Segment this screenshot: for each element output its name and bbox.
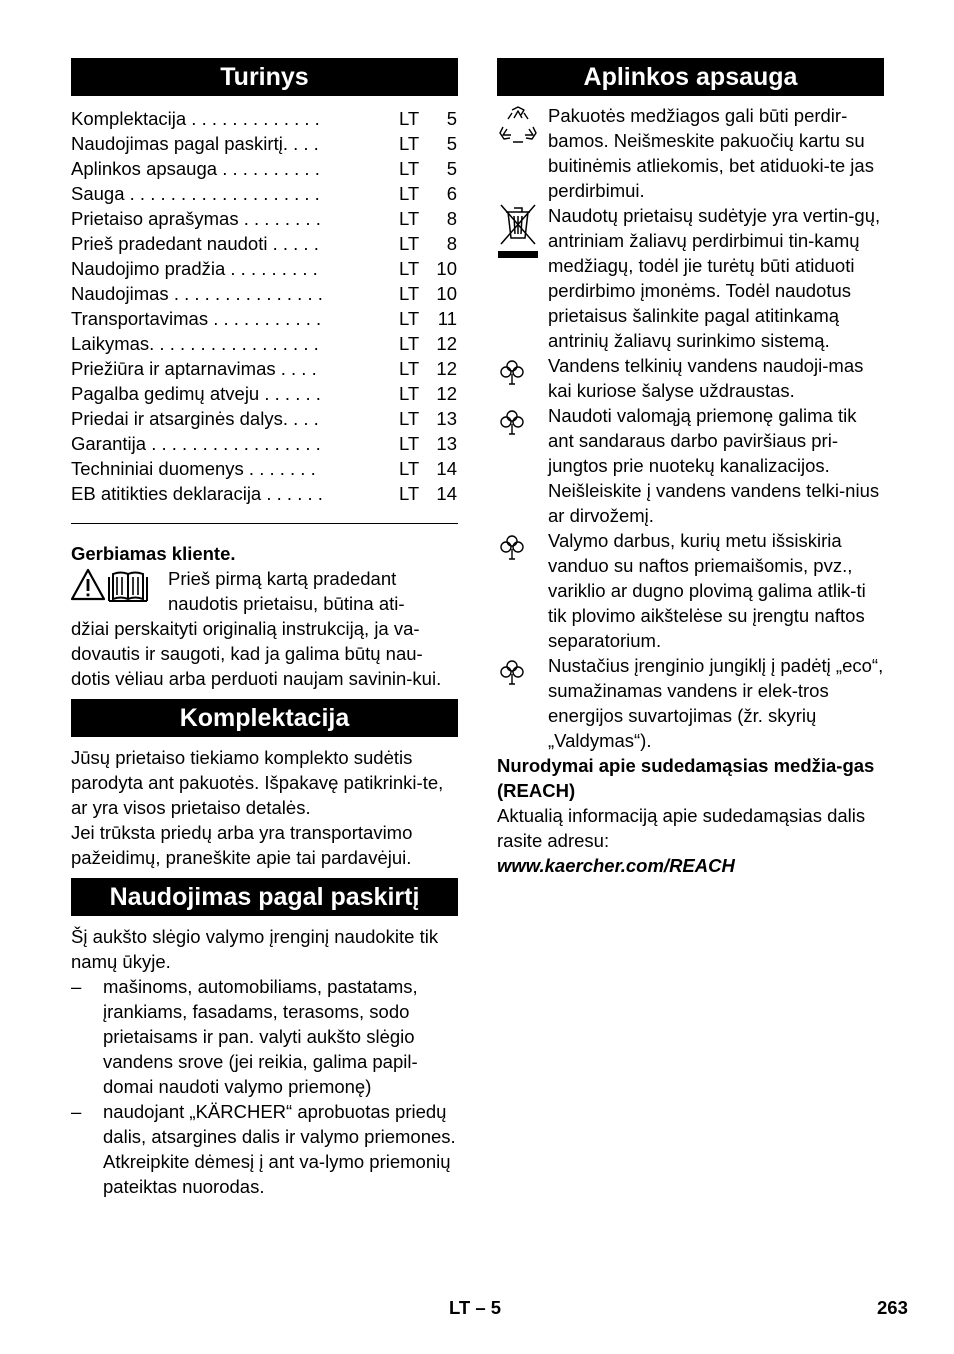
toc-entry-lang: LT [399,483,420,504]
env-note [497,528,884,653]
toc-entry-title: Techniniai duomenys . . . . . . . [71,458,316,479]
toc-entry-lang: LT [399,233,420,254]
toc-entry-title: Sauga . . . . . . . . . . . . . . . . . . . [71,183,320,204]
naudojimas-list [71,974,458,1199]
greeting-text: džiai perskaityti originalią instrukciją, ja va-dovautis ir saugoti, kad ja galima būtų nau-dotis vėliau arba perduoti naujam savinin-kui. [71,618,442,689]
naudojimas-intro: Šį aukšto slėgio valymo įrenginį naudokite tik namų ūkyje. [71,926,439,972]
toc-entry[interactable] [71,456,458,481]
toc-entry-title: Naudojimo pradžia . . . . . . . . . [71,258,318,279]
environment-icon [497,407,527,437]
toc-entry-lang: LT [399,183,420,204]
list-item [71,974,458,1099]
toc-entry-title: Priežiūra ir aptarnavimas . . . . [71,358,317,379]
toc-entry-page: 13 [436,408,457,429]
toc-entry-page: 10 [436,283,457,304]
toc-entry-page: 12 [436,383,457,404]
reach-title: Nurodymai apie sudedamąsias medžia-gas (REACH) [497,755,875,801]
toc-entry-lang: LT [399,158,420,179]
right-column [497,58,884,878]
toc-entry[interactable] [71,181,458,206]
toc-entry-title: Naudojimas pagal paskirtį. . . . [71,133,319,154]
toc-entry-lang: LT [399,358,420,379]
toc-entry-title: Transportavimas . . . . . . . . . . . [71,308,322,329]
environment-icon [497,532,527,562]
dash-bullet: – [71,976,82,997]
toc-entry-lang: LT [399,433,420,454]
toc-entry[interactable] [71,331,458,356]
toc-entry-page: 8 [446,233,457,254]
reach-text: Aktualią informaciją apie sudedamąsias dalis rasite adresu: [497,805,866,851]
toc-heading: Turinys [71,58,458,96]
toc-entry[interactable] [71,131,458,156]
komplektacija-paragraph: Jūsų prietaiso tiekiamo komplekto sudėtis parodyta ant pakuotės. Išpakavę patikrinki-te, ar yra visos prietaiso detalės. [71,747,444,818]
list-item-text: naudojant „KÄRCHER“ aprobuotas priedų dalis, atsargines dalis ir valymo priemones. Atkreipkite dėmesį į ant va-lymo priemonių pateiktas nuorodas. [103,1101,456,1197]
env-note [497,653,884,753]
left-column [71,58,458,1199]
env-note-text: Naudotų prietaisų sudėtyje yra vertin-gų, antriniam žaliavų perdirbimui tin-kamų medžiagų, todėl jie turėtų būti atiduoti perdirbimo įmonėms. Todėl naudotus prietaisus šalinkite pagal atitinkamą antrinių žaliavų surinkimo sistemą. [548,205,881,351]
warning-manual-icon [71,568,161,602]
aplinkos-heading: Aplinkos apsauga [497,58,884,96]
table-of-contents [71,106,458,506]
toc-entry-lang: LT [399,333,420,354]
naudojimas-heading: Naudojimas pagal paskirtį [71,878,458,916]
env-note [497,353,884,403]
toc-entry[interactable] [71,431,458,456]
toc-entry-lang: LT [399,283,420,304]
toc-entry-page: 8 [446,208,457,229]
toc-entry-page: 14 [436,483,457,504]
toc-entry[interactable] [71,481,458,506]
toc-entry-lang: LT [399,108,420,129]
toc-entry[interactable] [71,306,458,331]
toc-entry-page: 13 [436,433,457,454]
dash-bullet: – [71,1101,82,1122]
toc-entry-lang: LT [399,458,420,479]
toc-entry-page: 12 [436,333,457,354]
toc-entry-page: 10 [436,258,457,279]
toc-entry-title: Naudojimas . . . . . . . . . . . . . . . [71,283,323,304]
env-note-text: Naudoti valomąją priemonę galima tik ant sandaraus darbo paviršiaus pri-jungtos prie nuotekų kanalizacijos. Neišleiskite į vandens vandens telki-nius ar dirvožemį. [548,405,880,526]
toc-entry-page: 14 [436,458,457,479]
toc-entry[interactable] [71,231,458,256]
list-item [71,1099,458,1199]
toc-entry-title: Prietaiso aprašymas . . . . . . . . [71,208,321,229]
greeting-title: Gerbiamas kliente. [71,543,236,564]
komplektacija-paragraph: Jei trūksta priedų arba yra transportavimo pažeidimų, praneškite apie tai pardavėjui. [71,822,413,868]
footer-section: LT – 5 [449,1297,502,1318]
environment-icon [497,357,527,387]
env-note [497,103,884,203]
recycle-icon [497,105,539,145]
toc-entry-title: Prieš pradedant naudoti . . . . . [71,233,319,254]
toc-entry-page: 5 [446,133,457,154]
env-note-text: Pakuotės medžiagos gali būti perdir-bamos. Neišmeskite pakuočių kartu su buitinėmis atliekomis, bet atiduoki-te jas perdirbimui. [548,105,874,201]
toc-entry-lang: LT [399,133,420,154]
toc-entry[interactable] [71,381,458,406]
toc-entry-page: 11 [437,308,457,329]
list-item-text: mašinoms, automobiliams, pastatams, įrankiams, fasadams, terasoms, sodo prietaisams ir pan. valyti aukšto slėgio vandens srove (jei reikia, galima papil-domai naudoti valymo priemonę) [103,976,418,1097]
toc-entry-title: Laikymas. . . . . . . . . . . . . . . . . [71,333,319,354]
reach-url-link[interactable]: www.kaercher.com/REACH [497,855,735,876]
greeting-notice [71,566,458,691]
env-note-text: Vandens telkinių vandens naudoji-mas kai kuriose šalyse uždraustas. [548,355,864,401]
toc-entry-page: 12 [436,358,457,379]
komplektacija-heading: Komplektacija [71,699,458,737]
env-note [497,203,884,353]
toc-entry[interactable] [71,206,458,231]
env-note-text: Valymo darbus, kurių metu išsiskiria vanduo su naftos priemaišomis, pvz., variklio ar dugno plovimą galima atlik-ti tik plovimo aikštelėse su įrengtu naftos separatorium. [548,530,866,651]
toc-entry-title: Garantija . . . . . . . . . . . . . . . . . [71,433,321,454]
toc-divider [71,523,458,524]
toc-entry-lang: LT [399,383,420,404]
toc-entry-title: Pagalba gedimų atveju . . . . . . [71,383,321,404]
toc-entry[interactable] [71,356,458,381]
toc-entry-page: 6 [446,183,457,204]
toc-entry[interactable] [71,406,458,431]
environment-icon [497,657,527,687]
toc-entry-lang: LT [399,308,420,329]
crossed-bin-icon [497,200,539,262]
toc-entry-title: EB atitikties deklaracija . . . . . . [71,483,323,504]
toc-entry[interactable] [71,281,458,306]
greeting-line: naudotis prietaisu, būtina ati- [168,593,405,614]
toc-entry-title: Priedai ir atsarginės dalys. . . . [71,408,319,429]
env-note [497,403,884,528]
greeting-line: Prieš pirmą kartą pradedant [168,568,397,589]
page-number: 263 [877,1297,908,1318]
toc-entry-title: Aplinkos apsauga . . . . . . . . . . [71,158,320,179]
toc-entry-lang: LT [399,408,420,429]
toc-entry-lang: LT [399,258,420,279]
toc-entry-page: 5 [446,158,457,179]
env-note-text: Nustačius įrenginio jungiklį į padėtį „eco“, sumažinamas vandens ir elek-tros energijos suvartojimas (žr. skyrių „Valdymas“). [548,655,884,751]
toc-entry[interactable] [71,256,458,281]
toc-entry-title: Komplektacija . . . . . . . . . . . . . [71,108,320,129]
toc-entry-page: 5 [446,108,457,129]
toc-entry-lang: LT [399,208,420,229]
toc-entry[interactable] [71,106,458,131]
toc-entry[interactable] [71,156,458,181]
